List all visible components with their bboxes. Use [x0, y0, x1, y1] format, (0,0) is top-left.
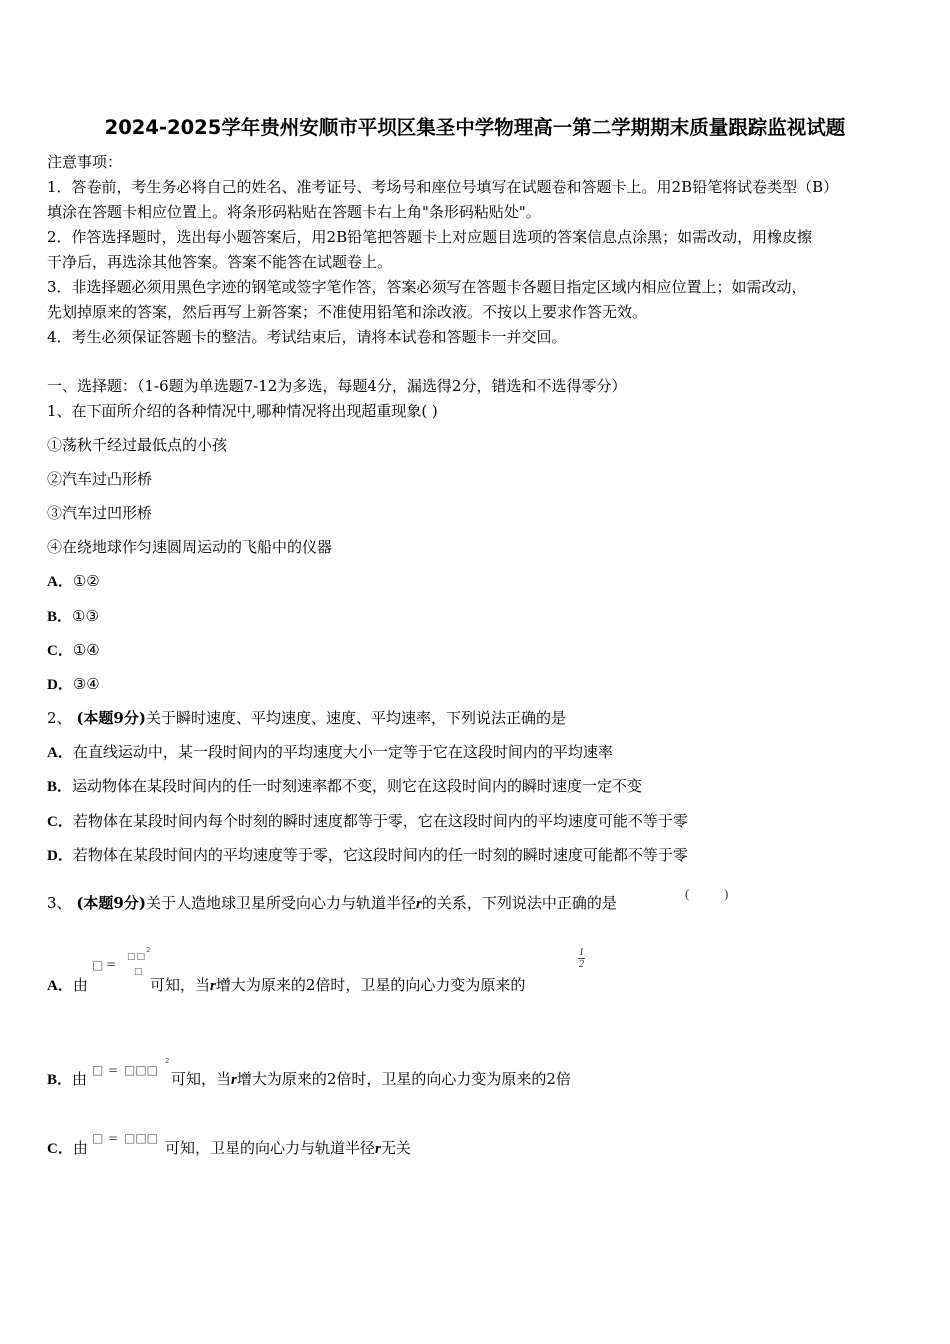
option-text: ①②: [72, 572, 100, 590]
q1-stem: 1、在下面所介绍的各种情况中,哪种情况将出现超重现象( ): [47, 402, 438, 420]
option-text: ①④: [72, 641, 100, 659]
option-text: 在直线运动中，某一段时间内的平均速度大小一定等于它在这段时间内的平均速率: [72, 743, 613, 761]
option-letter: C．: [47, 643, 73, 659]
q3-option-c-rest: [165, 1138, 411, 1159]
q2-option-a: [47, 742, 613, 763]
option-post: 增大为原来的2倍时，卫星的向心力变为原来的2倍: [236, 1070, 571, 1088]
notice-line-5: 3．非选择题必须用黑色字迹的钢笔或签字笔作答，答案必须写在答题卡各题目指定区域内相应位置上；如需改动，: [47, 278, 807, 296]
notice-line-4: 干净后，再选涂其他答案。答案不能答在试题卷上。: [47, 253, 393, 271]
fraction-denominator: 2: [579, 959, 584, 970]
q2-option-b: [47, 776, 642, 797]
q3-score: (本题9分): [76, 894, 146, 912]
option-letter: D．: [47, 677, 73, 693]
option-letter: B．: [47, 779, 73, 795]
answer-paren-close: ): [724, 886, 729, 901]
q3-option-a: [47, 975, 88, 996]
option-letter: B．: [47, 609, 73, 625]
q3-number: 3、: [47, 894, 72, 912]
formula-symbol: □: [92, 1063, 104, 1077]
q3-option-b: [47, 1069, 87, 1090]
notice-line-3: 2．作答选择题时，选出每小题答案后，用2B铅笔把答题卡上对应题目选项的答案信息点涂黑；如需改动，用橡皮擦: [47, 228, 813, 246]
notice-heading: 注意事项：: [47, 153, 123, 171]
option-pre: 由: [72, 1139, 88, 1157]
q1-item-1: ①荡秋千经过最低点的小孩: [47, 436, 228, 454]
q2-option-d: [47, 845, 688, 866]
formula-equals: =: [106, 957, 117, 971]
option-mid: 可知，当: [150, 976, 211, 994]
formula-symbol: □: [92, 1131, 104, 1145]
option-text: ③④: [72, 675, 100, 693]
formula-superscript: 2: [165, 1057, 170, 1065]
q2-option-c: [47, 811, 688, 832]
q1-option-c: [47, 640, 100, 661]
option-text: 运动物体在某段时间内的任一时刻速率都不变，则它在这段时间内的瞬时速度一定不变: [72, 777, 643, 795]
option-pre: 由: [72, 1070, 88, 1088]
notice-line-6: 先划掉原来的答案，然后再写上新答案；不准使用铅笔和涂改液。不按以上要求作答无效。: [47, 303, 648, 321]
option-mid: 可知，当: [171, 1070, 232, 1088]
q3-option-c: [47, 1138, 88, 1159]
q1-item-2: ②汽车过凸形桥: [47, 470, 153, 488]
q1-option-a: [47, 571, 100, 592]
formula-equals: =: [108, 1063, 119, 1077]
q3-stem-text-a: 关于人造地球卫星所受向心力与轨道半径: [145, 894, 416, 912]
notice-line-7: 4．考生必须保证答题卡的整洁。考试结束后，请将本试卷和答题卡一并交回。: [47, 328, 567, 346]
q3-option-b-rest: [171, 1069, 571, 1090]
option-letter: C．: [47, 1141, 73, 1157]
option-post: 无关: [380, 1139, 411, 1157]
r-variable: r: [375, 1141, 381, 1157]
q3-stem-text-b: 的关系，下列说法中正确的是: [421, 894, 617, 912]
option-pre: 由: [72, 976, 88, 994]
formula-denominator: □: [134, 967, 143, 977]
formula-equals: =: [108, 1131, 119, 1145]
q3-stem: [47, 893, 617, 914]
option-letter: D．: [47, 848, 73, 864]
option-text: 若物体在某段时间内的平均速度等于零，它这段时间内的任一时刻的瞬时速度可能都不等于零: [72, 846, 688, 864]
formula-symbol: □: [92, 958, 104, 972]
formula-terms: □□□: [124, 1131, 159, 1145]
option-letter: A．: [47, 574, 73, 590]
section-heading: 一、选择题：（1-6题为单选题7-12为多选，每题4分，漏选得2分，错选和不选得零分）: [47, 377, 627, 395]
answer-paren-open: (: [685, 886, 690, 901]
option-text: 若物体在某段时间内每个时刻的瞬时速度都等于零，它在这段时间内的平均速度可能不等于零: [72, 812, 688, 830]
document-title: 2024-2025学年贵州安顺市平坝区集圣中学物理高一第二学期期末质量跟踪监视试题: [104, 116, 846, 139]
option-letter: A．: [47, 978, 73, 994]
notice-line-1: 1．答卷前，考生务必将自己的姓名、准考证号、考场号和座位号填写在试题卷和答题卡上。用2B铅笔将试卷类型（B）: [47, 178, 839, 196]
q1-option-d: [47, 674, 100, 695]
option-mid: 可知，卫星的向心力与轨道半径: [165, 1139, 376, 1157]
formula-superscript: 2: [146, 946, 151, 954]
fraction-one-half: [578, 947, 585, 970]
q1-item-3: ③汽车过凹形桥: [47, 504, 153, 522]
option-text: ①③: [72, 607, 99, 625]
formula-numerator: □□: [127, 952, 147, 962]
q3-r-variable: r: [415, 896, 422, 912]
option-letter: A．: [47, 745, 73, 761]
option-letter: B．: [47, 1072, 73, 1088]
q1-option-b: [47, 606, 99, 627]
q2-number: 2、: [47, 709, 72, 727]
notice-line-2: 填涂在答题卡相应位置上。将条形码粘贴在答题卡右上角"条形码粘贴处"。: [47, 203, 541, 221]
r-variable: r: [210, 978, 216, 994]
r-variable: r: [231, 1072, 237, 1088]
q2-score: (本题9分): [76, 709, 146, 727]
q1-item-4: ④在绕地球作匀速圆周运动的飞船中的仪器: [47, 538, 333, 556]
fraction-numerator: 1: [579, 947, 584, 958]
q2-stem: [47, 708, 566, 728]
formula-terms: □□□: [124, 1063, 159, 1077]
q2-stem-text: 关于瞬时速度、平均速度、速度、平均速率，下列说法正确的是: [145, 709, 566, 727]
option-letter: C．: [47, 814, 73, 830]
q3-option-a-rest: [150, 975, 525, 996]
option-post: 增大为原来的2倍时，卫星的向心力变为原来的: [215, 976, 526, 994]
